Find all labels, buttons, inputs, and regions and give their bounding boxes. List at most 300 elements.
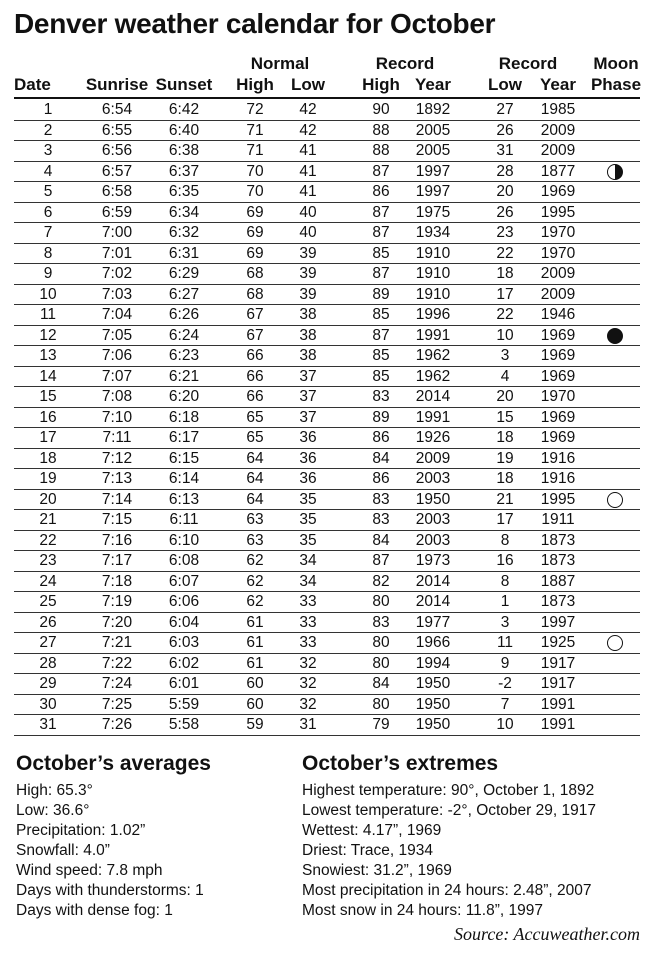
record-low-cell: 10 [496, 326, 514, 344]
record-low-cell: 22 [496, 244, 514, 262]
sunset-cell: 6:29 [168, 265, 200, 282]
record-low-cell: 26 [496, 121, 514, 139]
sunset-cell: 6:15 [168, 449, 200, 467]
normal-high-cell: 62 [246, 552, 264, 569]
normal-low-cell: 39 [299, 285, 317, 303]
normal-low-cell: 39 [299, 265, 317, 282]
record-high-year-cell: 2005 [415, 142, 451, 159]
normal-low-cell: 33 [299, 634, 317, 651]
record-low-year-cell: 2009 [540, 121, 576, 139]
table-row [14, 244, 640, 265]
record-high-cell: 82 [372, 572, 390, 590]
sunrise-cell: 7:25 [101, 695, 133, 713]
record-high-year-cell: 1950 [415, 675, 451, 692]
record-high-cell: 80 [372, 634, 390, 651]
table-row [14, 264, 640, 285]
sunset-cell: 6:40 [168, 121, 200, 139]
sunrise-cell: 7:02 [101, 265, 133, 282]
record-low-cell: 8 [500, 572, 510, 590]
normal-high-cell: 59 [246, 716, 264, 733]
record-low-cell: 23 [496, 224, 514, 241]
table-row [14, 100, 640, 121]
table-row [14, 674, 640, 695]
record-high-cell: 86 [372, 183, 390, 200]
sunset-cell: 6:01 [168, 675, 200, 692]
moon-full-icon [607, 492, 623, 508]
record-low-year-cell: 1873 [540, 593, 576, 610]
sunset-cell: 6:07 [168, 572, 200, 590]
record-low-year-cell: 1969 [540, 429, 576, 446]
header-moon: Moon [593, 54, 639, 73]
sunrise-cell: 7:04 [101, 306, 133, 323]
table-row [14, 346, 640, 367]
record-low-cell: 20 [496, 388, 514, 405]
normal-low-cell: 40 [299, 224, 317, 241]
record-low-year-cell: 1877 [540, 162, 576, 180]
record-low-cell: 18 [496, 265, 514, 282]
normal-high-cell: 61 [246, 634, 264, 651]
normal-high-cell: 70 [246, 183, 264, 200]
source-credit: Source: Accuweather.com [454, 924, 640, 944]
sunrise-cell: 7:18 [101, 572, 133, 590]
record-low-year-cell: 1991 [540, 695, 576, 713]
record-high-cell: 86 [372, 470, 390, 487]
record-low-year-cell: 1946 [540, 306, 576, 323]
normal-low-cell: 34 [299, 552, 317, 569]
sunrise-cell: 7:12 [101, 449, 133, 467]
table-row [14, 141, 640, 162]
sunrise-cell: 6:59 [101, 203, 133, 221]
sunrise-cell: 7:06 [101, 347, 133, 364]
normal-high-cell: 64 [246, 490, 264, 508]
date-cell: 11 [39, 306, 57, 323]
sunrise-cell: 7:14 [101, 490, 133, 508]
normal-low-cell: 32 [299, 654, 317, 672]
record-high-cell: 87 [372, 552, 390, 569]
table-row [14, 510, 640, 531]
table-row [14, 449, 640, 470]
record-high-cell: 85 [372, 367, 390, 385]
date-cell: 25 [39, 593, 57, 610]
date-cell: 10 [39, 285, 57, 303]
normal-low-cell: 38 [299, 326, 317, 344]
date-cell: 29 [39, 675, 57, 692]
sunset-cell: 6:11 [169, 511, 199, 528]
page-title: Denver weather calendar for October [14, 8, 496, 39]
date-cell: 30 [39, 695, 57, 713]
record-low-cell: 19 [496, 449, 514, 467]
record-low-cell: 17 [496, 511, 514, 528]
record-low-year-cell: 1970 [540, 388, 576, 405]
record-low-year-cell: 2009 [540, 142, 576, 159]
sunrise-cell: 7:22 [101, 654, 133, 672]
sunrise-cell: 7:19 [101, 593, 133, 610]
record-high-year-cell: 2003 [415, 511, 451, 528]
normal-low-cell: 38 [299, 347, 317, 364]
header-moon-phase: Phase [590, 75, 642, 94]
average-item: Low: 36.6° [16, 802, 90, 819]
table-row [14, 326, 640, 347]
record-low-year-cell: 1873 [540, 531, 576, 549]
normal-low-cell: 33 [299, 613, 317, 631]
record-high-cell: 84 [372, 675, 390, 692]
record-high-cell: 85 [372, 244, 390, 262]
sunset-cell: 6:06 [168, 593, 200, 610]
moon-last-quarter-icon [607, 164, 623, 180]
record-high-cell: 83 [372, 613, 390, 631]
normal-low-cell: 36 [299, 449, 317, 467]
record-high-cell: 86 [372, 429, 390, 446]
date-cell: 13 [39, 347, 57, 364]
sunrise-cell: 6:54 [101, 101, 133, 118]
sunrise-cell: 6:58 [101, 183, 133, 200]
sunrise-cell: 7:08 [101, 388, 133, 405]
normal-high-cell: 68 [246, 265, 264, 282]
record-high-year-cell: 1950 [415, 695, 451, 713]
date-cell: 8 [43, 244, 53, 262]
normal-high-cell: 70 [246, 162, 264, 180]
normal-low-cell: 42 [299, 101, 317, 118]
table-row [14, 223, 640, 244]
record-high-year-cell: 1973 [415, 552, 451, 569]
table-row [14, 182, 640, 203]
sunset-cell: 6:24 [168, 326, 200, 344]
table-row [14, 305, 640, 326]
normal-high-cell: 71 [246, 121, 264, 139]
sunrise-cell: 6:57 [101, 162, 133, 180]
sunset-cell: 6:26 [168, 306, 200, 323]
record-high-cell: 90 [372, 101, 390, 118]
header-record-high-value: High [362, 75, 400, 94]
average-item: High: 65.3° [16, 782, 93, 799]
extremes-list [302, 781, 596, 921]
sunset-cell: 6:14 [168, 470, 200, 487]
record-high-year-cell: 1950 [415, 490, 451, 508]
record-low-year-cell: 1969 [540, 326, 576, 344]
normal-high-cell: 61 [246, 613, 264, 631]
extreme-item: Driest: Trace, 1934 [302, 842, 433, 859]
sunrise-cell: 6:55 [101, 121, 133, 139]
normal-low-cell: 32 [299, 695, 317, 713]
record-high-cell: 89 [372, 285, 390, 303]
table-row [14, 592, 640, 613]
record-low-cell: 4 [500, 367, 510, 385]
average-item: Snowfall: 4.0” [16, 842, 110, 859]
average-item: Days with dense fog: 1 [16, 902, 173, 919]
normal-low-cell: 40 [299, 203, 317, 221]
record-low-year-cell: 1917 [540, 675, 576, 692]
record-high-year-cell: 1910 [415, 244, 451, 262]
record-high-year-cell: 1994 [415, 654, 451, 672]
record-high-cell: 88 [372, 142, 390, 159]
sunrise-cell: 7:13 [101, 470, 133, 487]
record-low-cell: 3 [500, 613, 510, 631]
record-low-cell: 8 [500, 531, 510, 549]
header-normal-low: Low [291, 75, 325, 94]
normal-high-cell: 63 [246, 511, 264, 528]
table-row [14, 613, 640, 634]
date-cell: 26 [39, 613, 57, 631]
record-low-cell: 22 [496, 306, 514, 323]
table-row [14, 285, 640, 306]
record-low-year-cell: 1911 [541, 511, 575, 528]
sunrise-cell: 7:16 [101, 531, 133, 549]
record-high-year-cell: 2014 [415, 388, 451, 405]
record-high-year-cell: 1934 [415, 224, 451, 241]
sunrise-cell: 7:20 [101, 613, 133, 631]
date-cell: 20 [39, 490, 57, 508]
date-cell: 2 [43, 121, 53, 139]
normal-low-cell: 37 [299, 408, 317, 426]
record-low-cell: 18 [496, 429, 514, 446]
average-item: Precipitation: 1.02” [16, 822, 146, 839]
normal-low-cell: 36 [299, 429, 317, 446]
normal-low-cell: 41 [299, 142, 317, 159]
record-low-year-cell: 1917 [540, 654, 576, 672]
record-low-year-cell: 1991 [540, 716, 576, 733]
record-low-cell: 3 [500, 347, 510, 364]
normal-high-cell: 66 [246, 388, 264, 405]
normal-high-cell: 61 [246, 654, 264, 672]
table-row [14, 428, 640, 449]
sunrise-cell: 7:01 [101, 244, 133, 262]
record-high-cell: 84 [372, 449, 390, 467]
sunset-cell: 6:17 [168, 429, 200, 446]
sunset-cell: 6:35 [168, 183, 200, 200]
sunset-cell: 6:13 [168, 490, 200, 508]
record-high-year-cell: 1996 [415, 306, 451, 323]
record-high-year-cell: 1910 [415, 265, 451, 282]
sunset-cell: 6:31 [168, 244, 200, 262]
record-low-cell: 26 [496, 203, 514, 221]
record-low-year-cell: 1970 [540, 244, 576, 262]
sunset-cell: 6:18 [168, 408, 200, 426]
normal-low-cell: 33 [299, 593, 317, 610]
record-low-year-cell: 2009 [540, 265, 576, 282]
record-low-cell: 27 [496, 101, 514, 118]
record-low-year-cell: 1969 [540, 408, 576, 426]
record-high-year-cell: 1962 [415, 367, 451, 385]
record-high-year-cell: 1991 [415, 408, 451, 426]
record-high-cell: 87 [372, 162, 390, 180]
record-low-year-cell: 1925 [540, 634, 576, 651]
record-high-year-cell: 2014 [415, 593, 451, 610]
header-normal: Normal [250, 54, 310, 73]
normal-high-cell: 66 [246, 347, 264, 364]
normal-high-cell: 64 [246, 470, 264, 487]
normal-high-cell: 66 [246, 367, 264, 385]
sunset-cell: 6:27 [168, 285, 200, 303]
normal-low-cell: 41 [299, 162, 317, 180]
sunrise-cell: 7:17 [101, 552, 133, 569]
sunrise-cell: 7:07 [101, 367, 133, 385]
record-high-cell: 89 [372, 408, 390, 426]
date-cell: 6 [43, 203, 53, 221]
normal-high-cell: 64 [246, 449, 264, 467]
date-cell: 1 [43, 101, 53, 118]
date-cell: 17 [39, 429, 57, 446]
record-low-cell: 28 [496, 162, 514, 180]
date-cell: 15 [39, 388, 57, 405]
record-high-year-cell: 1950 [415, 716, 451, 733]
sunset-cell: 5:59 [168, 695, 200, 713]
record-low-cell: -2 [498, 675, 512, 692]
record-low-year-cell: 1969 [540, 367, 576, 385]
sunrise-cell: 7:00 [101, 224, 133, 241]
sunrise-cell: 7:21 [101, 634, 133, 651]
record-high-year-cell: 1997 [415, 162, 451, 180]
record-low-cell: 20 [496, 183, 514, 200]
record-low-cell: 15 [496, 408, 514, 426]
record-high-year-cell: 1991 [415, 326, 451, 344]
normal-high-cell: 65 [246, 408, 264, 426]
normal-high-cell: 69 [246, 224, 264, 241]
record-low-cell: 7 [500, 695, 510, 713]
record-low-year-cell: 1873 [540, 552, 576, 569]
table-row [14, 121, 640, 142]
date-cell: 4 [43, 162, 53, 180]
sunset-cell: 6:34 [168, 203, 200, 221]
record-low-cell: 1 [500, 593, 510, 610]
record-high-cell: 80 [372, 593, 390, 610]
normal-low-cell: 35 [299, 511, 317, 528]
record-low-year-cell: 2009 [540, 285, 576, 303]
header-sunrise: Sunrise [85, 75, 149, 94]
normal-low-cell: 35 [299, 490, 317, 508]
sunrise-cell: 7:15 [101, 511, 133, 528]
averages-list [16, 781, 204, 921]
header-rule [14, 97, 640, 99]
table-row [14, 531, 640, 552]
normal-high-cell: 68 [246, 285, 264, 303]
record-low-year-cell: 1916 [540, 470, 576, 487]
record-high-year-cell: 2009 [415, 449, 451, 467]
normal-low-cell: 31 [299, 716, 317, 733]
normal-high-cell: 69 [246, 244, 264, 262]
header-record-low-year: Year [540, 75, 576, 94]
date-cell: 18 [39, 449, 57, 467]
record-low-year-cell: 1995 [540, 490, 576, 508]
record-high-year-cell: 2003 [415, 531, 451, 549]
record-low-cell: 9 [500, 654, 510, 672]
date-cell: 24 [39, 572, 57, 590]
averages-title: October’s averages [16, 752, 211, 775]
sunrise-cell: 6:56 [101, 142, 133, 159]
table-row [14, 715, 640, 736]
record-low-year-cell: 1985 [540, 101, 576, 118]
table-row [14, 408, 640, 429]
table-row [14, 654, 640, 675]
average-item: Wind speed: 7.8 mph [16, 862, 163, 879]
record-high-year-cell: 1997 [415, 183, 451, 200]
header-record-low-value: Low [488, 75, 522, 94]
record-low-year-cell: 1995 [540, 203, 576, 221]
record-high-year-cell: 2003 [415, 470, 451, 487]
record-high-cell: 88 [372, 121, 390, 139]
date-cell: 21 [39, 511, 57, 528]
normal-high-cell: 60 [246, 675, 264, 692]
sunset-cell: 6:32 [168, 224, 200, 241]
record-high-year-cell: 1926 [415, 429, 451, 446]
normal-high-cell: 67 [246, 306, 264, 323]
extreme-item: Wettest: 4.17”, 1969 [302, 822, 442, 839]
date-cell: 14 [39, 367, 57, 385]
table-row [14, 572, 640, 593]
sunset-cell: 6:03 [168, 634, 200, 651]
extreme-item: Lowest temperature: -2°, October 29, 1917 [302, 802, 596, 819]
normal-low-cell: 32 [299, 675, 317, 692]
moon-full-icon [607, 635, 623, 651]
average-item: Days with thunderstorms: 1 [16, 882, 204, 899]
table-row [14, 695, 640, 716]
normal-high-cell: 65 [246, 429, 264, 446]
normal-low-cell: 36 [299, 470, 317, 487]
extreme-item: Most snow in 24 hours: 11.8”, 1997 [302, 902, 543, 919]
date-cell: 5 [43, 183, 53, 200]
extremes-title: October’s extremes [302, 752, 499, 775]
record-low-year-cell: 1969 [540, 347, 576, 364]
date-cell: 12 [39, 326, 57, 344]
table-row [14, 469, 640, 490]
record-low-cell: 17 [496, 285, 514, 303]
normal-high-cell: 63 [246, 531, 264, 549]
calendar-table [14, 100, 640, 736]
date-cell: 31 [39, 716, 57, 733]
normal-low-cell: 34 [299, 572, 317, 590]
date-cell: 23 [39, 552, 57, 569]
sunrise-cell: 7:26 [101, 716, 133, 733]
record-low-year-cell: 1969 [540, 183, 576, 200]
sunset-cell: 6:37 [168, 162, 200, 180]
record-high-cell: 87 [372, 326, 390, 344]
table-row [14, 490, 640, 511]
record-low-cell: 11 [496, 634, 514, 651]
sunrise-cell: 7:24 [101, 675, 133, 692]
record-high-year-cell: 2014 [415, 572, 451, 590]
record-high-year-cell: 1962 [415, 347, 451, 364]
extreme-item: Highest temperature: 90°, October 1, 1892 [302, 782, 595, 799]
record-low-year-cell: 1887 [540, 572, 576, 590]
normal-low-cell: 35 [299, 531, 317, 549]
normal-high-cell: 62 [246, 572, 264, 590]
record-low-year-cell: 1997 [540, 613, 576, 631]
sunrise-cell: 7:03 [101, 285, 133, 303]
sunrise-cell: 7:05 [101, 326, 133, 344]
sunset-cell: 5:58 [168, 716, 200, 733]
sunset-cell: 6:04 [168, 613, 200, 631]
sunset-cell: 6:10 [168, 531, 200, 549]
normal-low-cell: 38 [299, 306, 317, 323]
normal-low-cell: 37 [299, 388, 317, 405]
record-high-year-cell: 1977 [415, 613, 451, 631]
record-low-cell: 16 [496, 552, 514, 569]
record-low-year-cell: 1970 [540, 224, 576, 241]
record-low-cell: 31 [496, 142, 514, 159]
sunset-cell: 6:20 [168, 388, 200, 405]
date-cell: 9 [43, 265, 53, 282]
date-cell: 27 [39, 634, 57, 651]
record-high-cell: 83 [372, 511, 390, 528]
normal-high-cell: 60 [246, 695, 264, 713]
normal-high-cell: 72 [246, 101, 264, 118]
record-high-year-cell: 1975 [415, 203, 451, 221]
record-high-cell: 87 [372, 203, 390, 221]
normal-high-cell: 71 [246, 142, 264, 159]
sunset-cell: 6:23 [168, 347, 200, 364]
normal-low-cell: 39 [299, 244, 317, 262]
record-high-cell: 84 [372, 531, 390, 549]
normal-low-cell: 37 [299, 367, 317, 385]
